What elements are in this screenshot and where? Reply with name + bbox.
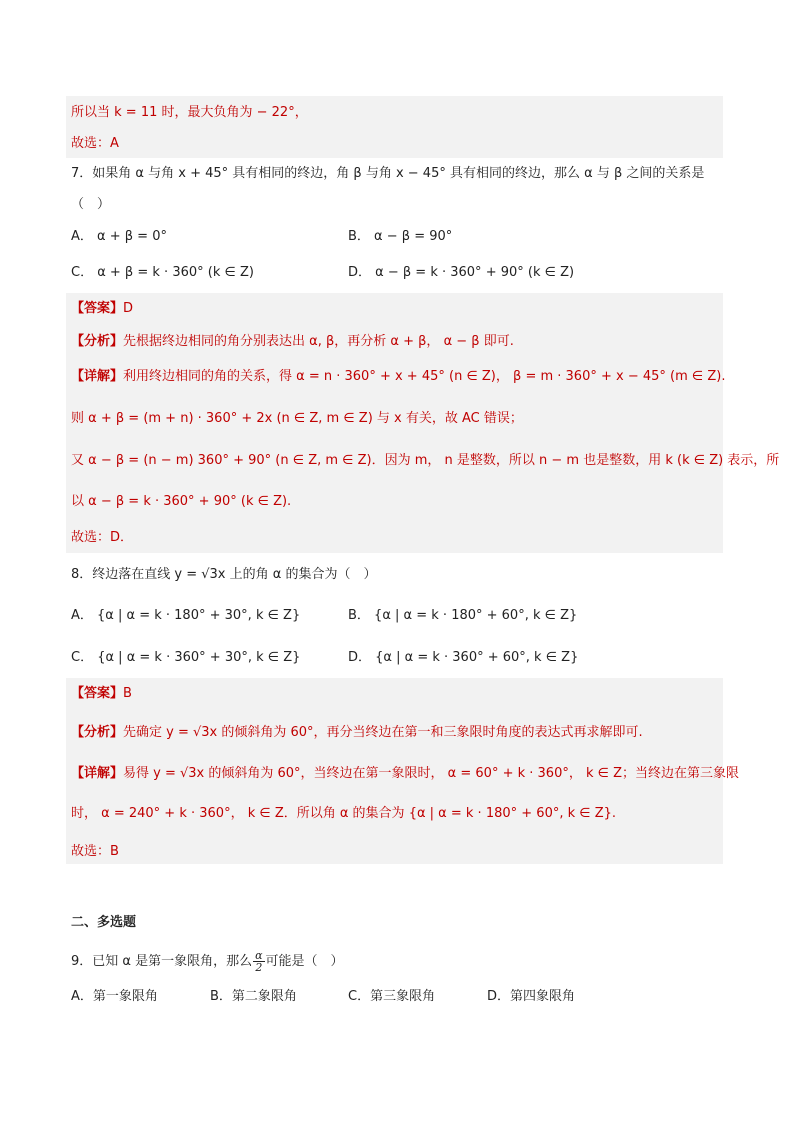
q7-option-d: D． α − β = k · 360° + 90° (k ∈ Z) xyxy=(348,265,575,280)
q8-analysis-text: 先确定 y = √3x 的倾斜角为 60°，再分当终边在第一和三象限时角度的表达式再求解即可. xyxy=(123,725,643,740)
q8-detail-tag: 【详解】 xyxy=(71,766,124,781)
q7-detail-2: 则 α + β = (m + n) · 360° + 2x (n ∈ Z, m ∈ Z) 与 x 有关，故 AC 错误； xyxy=(71,411,523,426)
q9-option-a: A．第一象限角 xyxy=(71,989,158,1004)
q8-detail-2: 时， α = 240° + k · 360°， k ∈ Z．所以角 α 的集合为 {α | α = k · 180° + 60°, k ∈ Z}. xyxy=(71,806,617,821)
q8-detail-1 xyxy=(71,765,739,783)
q8-choose: 故选：B xyxy=(71,844,119,859)
q9-fraction xyxy=(253,950,264,973)
q9-fraction-den: 2 xyxy=(255,961,263,974)
q7-answer-value: D xyxy=(123,301,134,316)
q8-option-a: A． {α | α = k · 180° + 30°, k ∈ Z} xyxy=(71,608,301,623)
q9-option-c: C．第三象限角 xyxy=(348,989,436,1004)
q9-stem-pre: 9．已知 α 是第一象限角，那么 xyxy=(71,954,253,969)
q8-analysis xyxy=(71,724,643,742)
q7-analysis xyxy=(71,333,514,351)
q7-stem-paren: （ ） xyxy=(71,197,111,212)
q7-analysis-text: 先根据终边相同的角分别表达出 α, β，再分析 α + β， α − β 即可. xyxy=(123,334,514,349)
q7-analysis-tag: 【分析】 xyxy=(71,334,124,349)
q7-option-a: A． α + β = 0° xyxy=(71,229,167,244)
q7-detail-4: 以 α − β = k · 360° + 90° (k ∈ Z). xyxy=(71,494,292,509)
q7-option-c: C． α + β = k · 360° (k ∈ Z) xyxy=(71,265,254,280)
q9-stem xyxy=(71,950,344,973)
q8-answer-value: B xyxy=(123,686,132,701)
q7-answer xyxy=(71,300,133,318)
q8-stem: 8．终边落在直线 y = √3x 上的角 α 的集合为（ ） xyxy=(71,567,377,582)
q8-option-b: B． {α | α = k · 180° + 60°, k ∈ Z} xyxy=(348,608,578,623)
q7-stem: 7．如果角 α 与角 x + 45° 具有相同的终边，角 β 与角 x − 45° 具有相同的终边，那么 α 与 β 之间的关系是 xyxy=(71,166,705,181)
q9-option-d: D．第四象限角 xyxy=(487,989,576,1004)
q7-detail-tag: 【详解】 xyxy=(71,369,124,384)
q8-option-c: C． {α | α = k · 360° + 30°, k ∈ Z} xyxy=(71,650,301,665)
q8-detail-1-text: 易得 y = √3x 的倾斜角为 60°，当终边在第一象限时， α = 60° + k · 360°， k ∈ Z；当终边在第三象限 xyxy=(123,766,740,781)
q7-detail-3: 又 α − β = (n − m) 360° + 90° (n ∈ Z, m ∈ Z)．因为 m， n 是整数，所以 n − m 也是整数，用 k (k ∈ Z) 表示，所 xyxy=(71,453,780,468)
q9-option-b: B．第二象限角 xyxy=(210,989,297,1004)
q7-detail-1 xyxy=(71,368,725,386)
q7-detail-1-text: 利用终边相同的角的关系，得 α = n · 360° + x + 45° (n ∈ Z)， β = m · 360° + x − 45° (m ∈ Z). xyxy=(123,369,726,384)
q9-stem-post: 可能是（ ） xyxy=(265,954,344,969)
q7-choose: 故选：D． xyxy=(71,530,134,545)
q7-option-b: B． α − β = 90° xyxy=(348,229,453,244)
q8-answer xyxy=(71,685,132,703)
q7-answer-tag: 【答案】 xyxy=(71,301,124,316)
q8-answer-tag: 【答案】 xyxy=(71,686,124,701)
q8-analysis-tag: 【分析】 xyxy=(71,725,124,740)
top-line-1: 所以当 k = 11 时，最大负角为 − 22°， xyxy=(71,105,308,120)
section-heading: 二、多选题 xyxy=(71,915,137,930)
top-choose: 故选：A xyxy=(71,136,119,151)
q8-option-d: D． {α | α = k · 360° + 60°, k ∈ Z} xyxy=(348,650,579,665)
q9-fraction-num: α xyxy=(255,949,263,962)
